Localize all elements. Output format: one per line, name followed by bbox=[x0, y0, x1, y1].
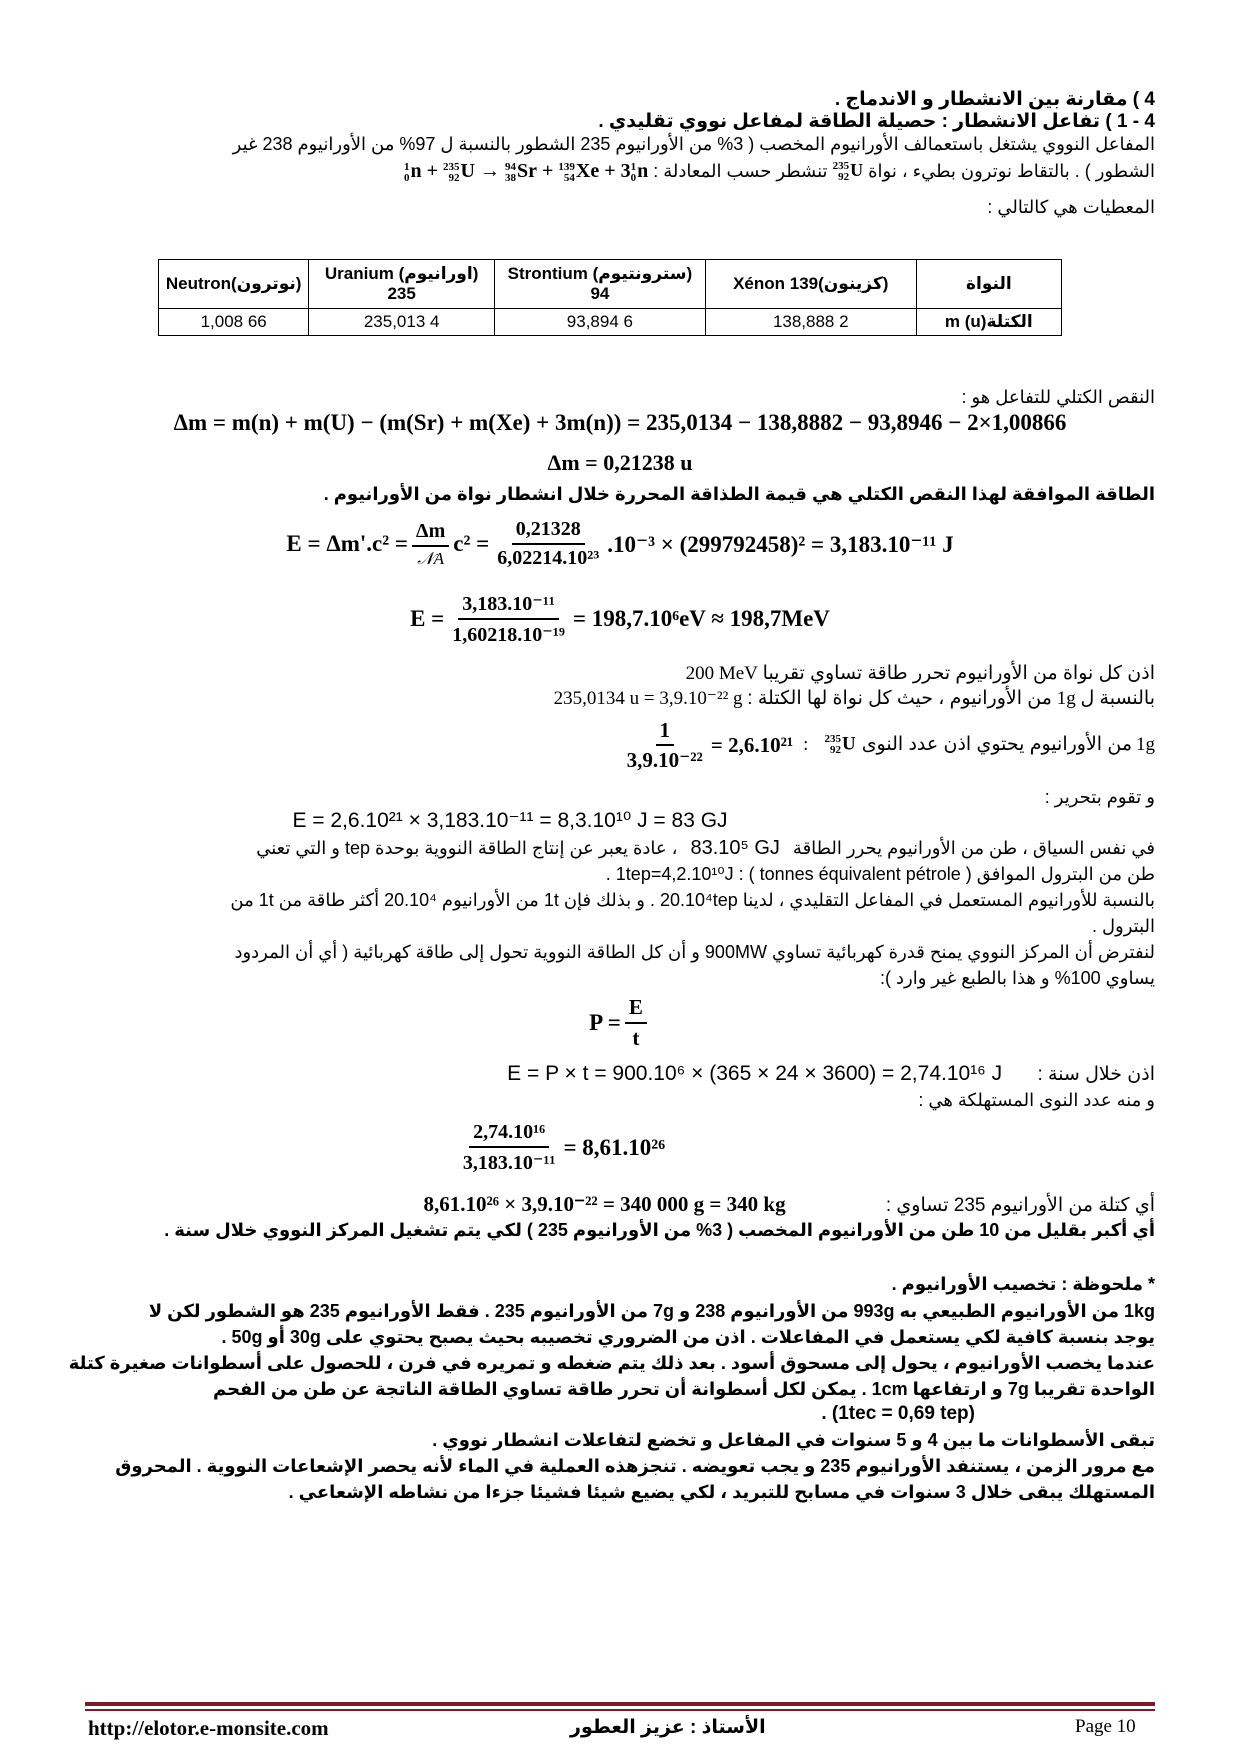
text-compare-2: البترول . bbox=[1091, 916, 1155, 936]
note-line: الواحدة تقريبا 7g و ارتفاعها 1cm . يمكن لكل أسطوانة أن تحرر طاقة تساوي الطاقة الناتجة عن طن من الفحم bbox=[212, 1379, 1155, 1399]
mass-data-table bbox=[158, 259, 1062, 336]
text-conclusion: أي أكبر بقليل من 10 طن من الأورانيوم المخصب ( 3% من الأورانيوم 235 ) لكي يتم تشغيل المركز النووي خلال سنة . bbox=[164, 1220, 1155, 1240]
fraction-num: E bbox=[625, 995, 647, 1024]
fraction-den: 1,60218.10⁻¹⁹ bbox=[452, 624, 565, 646]
fraction-mass-avogadro bbox=[493, 518, 603, 570]
text-1g-b: من الأورانيوم ، حيث كل نواة لها الكتلة : bbox=[747, 688, 1052, 709]
text-tep: طن من البترول الموافق ( tonnes équivalent pétrole ) : 1tep=4,2.10¹⁰J . bbox=[605, 864, 1155, 884]
table-header-row bbox=[159, 260, 1062, 309]
consumed-result: = 8,61.10²⁶ bbox=[563, 1135, 666, 1160]
fraction-den: 3,9.10⁻²² bbox=[626, 748, 703, 772]
eq-e2-left: E = bbox=[410, 606, 445, 631]
line-year bbox=[80, 1062, 1155, 1087]
text-1g-a: بالنسبة ل bbox=[1080, 688, 1155, 709]
equation-energy-per-gram: E = 2,6.10²¹ × 3,183.10⁻¹¹ = 8,3.10¹⁰ J = 83 GJ bbox=[292, 809, 728, 832]
text-count: و منه عدد النوى المستهلكة هي : bbox=[918, 1090, 1155, 1110]
eq-e1-left: E = Δm'.c² = bbox=[286, 531, 409, 556]
value-1g-b: 1g bbox=[1136, 734, 1155, 755]
fraction-num: Δm bbox=[412, 520, 449, 547]
fraction-consumed bbox=[459, 1121, 560, 1175]
table-cell-strontium-mass: 93,894 6 bbox=[494, 309, 705, 336]
fission-equation: 1 0 n + 235 92 U → 94 38 Sr + 139 54 Xe + 3 1 0 n bbox=[404, 160, 649, 184]
text-release: و تقوم بتحرير : bbox=[1044, 787, 1155, 807]
eq-e1-right: .10⁻³ × (299792458)² = 3,183.10⁻¹¹ J bbox=[607, 531, 954, 557]
table-header-xenon: Xénon 139(كزينون) bbox=[705, 260, 916, 309]
fraction-den: 6,02214.10²³ bbox=[497, 547, 600, 569]
note-title: * ملحوظة : تخصيب الأورانيوم . bbox=[891, 1274, 1155, 1294]
value-nucleus-mass: 235,0134 u = 3,9.10⁻²² g bbox=[553, 688, 743, 709]
fraction-num: 0,21328 bbox=[512, 518, 585, 545]
nuclei-result: = 2,6.10²¹ bbox=[710, 733, 794, 757]
value-1g: 1g bbox=[1056, 688, 1076, 709]
equation-energy-joule bbox=[0, 512, 1240, 576]
energy-sentence: الطاقة الموافقة لهذا النقص الكتلي هي قيمة الطذاقة المحررة خلال انشطار نواة من الأورانيوم . bbox=[323, 484, 1155, 504]
line-nuclei-count: 1g من الأورانيوم يحتوي اذن عدد النوى 235 92 U : $\frac{1}{\text{3,9.10⁻²²}}$ = 2,6.10²¹ bbox=[80, 715, 1155, 775]
footer-divider-thin bbox=[85, 1709, 1155, 1711]
note-line: يوجد بنسبة كافية لكي يستعمل في المفاعلات . اذن من الضروري تخصيبه بحيث يصبح يحتوي على 30g أو 50g . bbox=[221, 1327, 1155, 1347]
table-header-neutron: Neutron(نوترون) bbox=[159, 260, 309, 309]
paragraph-reactor-text: الشطور ) . بالتقاط نوترون بطيء ، نواة bbox=[868, 161, 1155, 181]
note-tec-tep: . (1tec = 0,69 tep) bbox=[821, 1403, 975, 1424]
value-context: 83.10⁵ GJ bbox=[690, 837, 780, 859]
text-200mev: اذن كل نواة من الأورانيوم تحرر طاقة تساوي تقريبا bbox=[762, 663, 1155, 684]
mass-defect-intro: النقص الكتلي للتفاعل هو : bbox=[961, 387, 1155, 407]
equation-mass-defect: Δm = m(n) + m(U) − (m(Sr) + m(Xe) + 3m(n)) = 235,0134 − 138,8882 − 93,8946 − 2×1,00866 bbox=[173, 410, 1067, 435]
paragraph-reactor-text-b: تنشطر حسب المعادلة : bbox=[653, 161, 828, 181]
note-line bbox=[80, 1402, 1155, 1426]
table-header-strontium: Strontium (سترونتيوم) 94 bbox=[494, 260, 705, 309]
eq-e2-right: = 198,7.10⁶eV ≈ 198,7MeV bbox=[572, 606, 830, 631]
line-mass bbox=[80, 1192, 1155, 1218]
note-line: مع مرور الزمن ، يستنفد الأورانيوم 235 و يجب تعويضه . تنجزهذه العملية في الماء لأنه يحصر الإشعاعات النووية . المحروق bbox=[115, 1456, 1155, 1476]
fraction-joule-ev bbox=[448, 591, 569, 647]
section-title-4: 4 ) مقارنة بين الانشطار و الاندماج . bbox=[834, 89, 1155, 110]
fraction-num: 3,183.10⁻¹¹ bbox=[458, 591, 559, 620]
value-200mev: 200 MeV bbox=[685, 663, 758, 684]
fraction-nuclei bbox=[623, 718, 707, 772]
equation-power bbox=[0, 992, 1240, 1054]
fraction-num: 2,74.10¹⁶ bbox=[469, 1121, 549, 1148]
fraction-den: 3,183.10⁻¹¹ bbox=[462, 1152, 556, 1174]
table-header-nucleus: النواة bbox=[916, 260, 1061, 309]
note-line: تبقى الأسطوانات ما بين 4 و 5 سنوات في المفاعل و تخضع لتفاعلات انشطار نووي . bbox=[432, 1430, 1155, 1450]
text-compare: بالنسبة للأورانيوم المستعمل في المفاعل التقليدي ، لدينا 20.10⁴tep . و بذلك فإن 1t من الأورانيوم 20.10⁴ أكثر طاقة من 1t من bbox=[230, 890, 1155, 910]
equation-energy-mev bbox=[0, 585, 1240, 653]
note-line: 1kg من الأورانيوم الطبيعي به 993g من الأورانيوم 238 و 7g من الأورانيوم 235 . فقط الأورانيوم 235 هو الشطور لكن لا bbox=[148, 1301, 1155, 1321]
equation-nuclei-count bbox=[619, 718, 794, 772]
eq-p-left: P = bbox=[589, 1010, 621, 1035]
eq-e1-mid: c² = bbox=[453, 531, 490, 556]
table-row-label: m (u)الكتلة bbox=[916, 309, 1061, 336]
fraction-den: t bbox=[632, 1026, 640, 1050]
paragraph-reactor-line2 bbox=[80, 159, 1155, 184]
table-cell-xenon-mass: 138,888 2 bbox=[705, 309, 916, 336]
note-line: المستهلك يبقى خلال 3 سنوات في مسابح للتبريد ، لكي يضيع شيئا فشيئا جزءا من نشاطه الإشعاعي . bbox=[288, 1482, 1155, 1502]
table-cell-neutron-mass: 1,008 66 bbox=[159, 309, 309, 336]
uranium-nucleus-symbol: 235 92 U bbox=[824, 733, 856, 756]
equation-uranium-mass: 8,61.10²⁶ × 3,9.10⁻²² = 340 000 g = 340 kg bbox=[423, 1192, 786, 1216]
text-assume-1: لنفترض أن المركز النووي يمنح قدرة كهربائية تساوي 900MW و أن كل الطاقة النووية تحول إلى طاقة كهربائية ( أي أن المردود bbox=[234, 942, 1155, 962]
section-title-4-1: 4 - 1 ) تفاعل الانشطار : حصيلة الطاقة لمفاعل نووي تقليدي . bbox=[598, 111, 1155, 132]
table-cell-uranium-mass: 235,013 4 bbox=[309, 309, 495, 336]
line-context bbox=[80, 836, 1155, 860]
data-intro: المعطيات هي كالتالي : bbox=[987, 197, 1155, 217]
fraction-den: 𝒩A bbox=[417, 548, 444, 568]
text-assume-2: يساوي 100% و هذا بالطبع غير وارد ): bbox=[880, 968, 1155, 988]
table-row bbox=[159, 309, 1062, 336]
equation-energy-year: E = P × t = 900.10⁶ × (365 × 24 × 3600) = 2,74.10¹⁶ J bbox=[507, 1062, 1003, 1085]
text-context-b: ، عادة يعبر عن إنتاج الطاقة النووية بوحدة tep و التي تعني bbox=[256, 838, 678, 858]
note-line: عندما يخصب الأورانيوم ، يحول إلى مسحوق أسود . بعد ذلك يتم ضغطه و تمريره في فرن ، للحصول على أسطوانات صغيرة كتلة bbox=[68, 1353, 1155, 1373]
text-mass: أي كتلة من الأورانيوم 235 تساوي : bbox=[885, 1195, 1155, 1216]
table-header-uranium: Uranium (اورانيوم) 235 bbox=[309, 260, 495, 309]
text-context-a: في نفس السياق ، طن من الأورانيوم يحرر الطاقة bbox=[792, 838, 1155, 858]
footer-author: الأستاذ : عزيز العطور bbox=[570, 1717, 766, 1738]
fraction-dm-na bbox=[412, 520, 449, 569]
uranium-nucleus-symbol: 235 92 U bbox=[832, 160, 864, 184]
footer-divider bbox=[85, 1702, 1155, 1706]
fraction-e-t bbox=[625, 995, 647, 1051]
fraction-num: 1 bbox=[656, 718, 675, 746]
line-200mev bbox=[80, 662, 1155, 686]
line-1g bbox=[80, 687, 1155, 711]
paragraph-reactor-line1: المفاعل النووي يشتغل باستعمالف الأورانيوم المخصب ( 3% من الأورانيوم 235 الشطور بالنسبة ل 97% من الأورانيوم 238 غير bbox=[232, 134, 1155, 154]
text-year: اذن خلال سنة : bbox=[1037, 1064, 1155, 1085]
equation-nuclei-consumed bbox=[0, 1112, 1180, 1184]
equation-mass-defect-result: Δm = 0,21238 u bbox=[547, 450, 693, 475]
footer-url[interactable]: http://elotor.e-monsite.com bbox=[88, 1716, 329, 1740]
text-nuclei: من الأورانيوم يحتوي اذن عدد النوى bbox=[861, 734, 1132, 755]
footer-page-number: Page 10 bbox=[1075, 1716, 1136, 1737]
